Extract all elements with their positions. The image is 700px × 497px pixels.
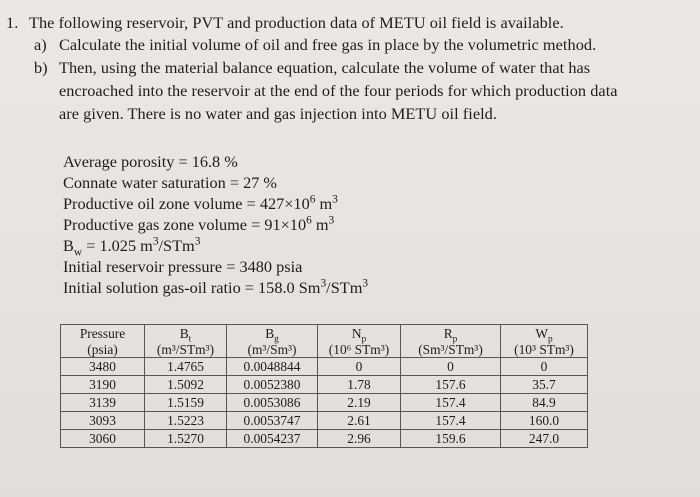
part-b-text-line1: Then, using the material balance equation, calculate the volume of water that has	[59, 58, 591, 77]
table-header-row-units	[61, 341, 588, 358]
unit-bg: (m³/Sm³)	[227, 341, 318, 358]
part-a-label: a)	[34, 35, 47, 54]
table-row	[61, 430, 588, 448]
cell-pressure: 3190	[61, 376, 145, 394]
cell-rp: 0	[401, 358, 501, 376]
cell-pressure: 3480	[61, 358, 145, 376]
cell-wp: 160.0	[501, 412, 588, 430]
cell-bt: 1.5159	[145, 394, 227, 412]
table-header-row-top	[61, 325, 588, 342]
table-row	[61, 376, 588, 394]
unit-rp: (Sm³/STm³)	[401, 341, 501, 358]
cell-np: 0	[318, 358, 401, 376]
given-gas-zone-volume: Productive gas zone volume = $91\times 10^6$ $m^3$	[63, 214, 335, 234]
header-bg: $B_g$	[227, 325, 318, 342]
cell-np: 2.96	[318, 430, 401, 448]
cell-wp: 35.7	[501, 376, 588, 394]
header-pressure: Pressure	[61, 325, 145, 342]
question-number: 1.	[6, 13, 19, 32]
table-row	[61, 412, 588, 430]
cell-np: 2.19	[318, 394, 401, 412]
cell-wp: 0	[501, 358, 588, 376]
cell-pressure: 3060	[61, 430, 145, 448]
part-b-label: b)	[34, 58, 48, 77]
table-row	[61, 394, 588, 412]
cell-bt: 1.5092	[145, 376, 227, 394]
cell-pressure: 3093	[61, 412, 145, 430]
header-rp: $R_p$	[401, 325, 501, 342]
cell-bg: 0.0048844	[227, 358, 318, 376]
cell-bt: 1.4765	[145, 358, 227, 376]
cell-bg: 0.0054237	[227, 430, 318, 448]
cell-bg: 0.0053086	[227, 394, 318, 412]
unit-pressure: (psia)	[61, 341, 145, 358]
cell-wp: 247.0	[501, 430, 588, 448]
cell-rp: 159.6	[401, 430, 501, 448]
cell-bg: 0.0053747	[227, 412, 318, 430]
part-a-text: Calculate the initial volume of oil and free gas in place by the volumetric method.	[59, 35, 597, 54]
cell-bg: 0.0052380	[227, 376, 318, 394]
given-porosity: Average porosity = 16.8 %	[63, 152, 238, 171]
unit-bt: (m³/STm³)	[145, 341, 227, 358]
header-wp: $W_p$	[501, 325, 588, 342]
cell-bt: 1.5223	[145, 412, 227, 430]
question-intro: The following reservoir, PVT and production data of METU oil field is available.	[29, 13, 564, 32]
given-bw: $B_w = 1.025$ $m^3/STm^3$	[63, 235, 201, 259]
table-row	[61, 358, 588, 376]
cell-pressure: 3139	[61, 394, 145, 412]
cell-bt: 1.5270	[145, 430, 227, 448]
given-connate-water: Connate water saturation = 27 %	[63, 173, 277, 192]
unit-wp: (10³ STm³)	[501, 341, 588, 358]
cell-wp: 84.9	[501, 394, 588, 412]
given-initial-pressure: Initial reservoir pressure = 3480 psia	[63, 257, 303, 276]
cell-rp: 157.4	[401, 412, 501, 430]
header-bt: $B_t$	[145, 325, 227, 342]
given-oil-zone-volume: Productive oil zone volume = $427\times 10^6$ $m^3$	[63, 193, 338, 213]
unit-np: (10⁶ STm³)	[318, 341, 401, 358]
part-b-text-line2: encroached into the reservoir at the end of the four periods for which production data	[59, 81, 618, 100]
production-data-table	[60, 324, 588, 448]
cell-rp: 157.4	[401, 394, 501, 412]
cell-np: 1.78	[318, 376, 401, 394]
cell-np: 2.61	[318, 412, 401, 430]
part-b-text-line3: are given. There is no water and gas injection into METU oil field.	[59, 104, 497, 123]
given-initial-gor: Initial solution gas-oil ratio = 158.0 Sm$^3$/STm$^3$	[63, 277, 369, 297]
header-np: $N_p$	[318, 325, 401, 342]
cell-rp: 157.6	[401, 376, 501, 394]
